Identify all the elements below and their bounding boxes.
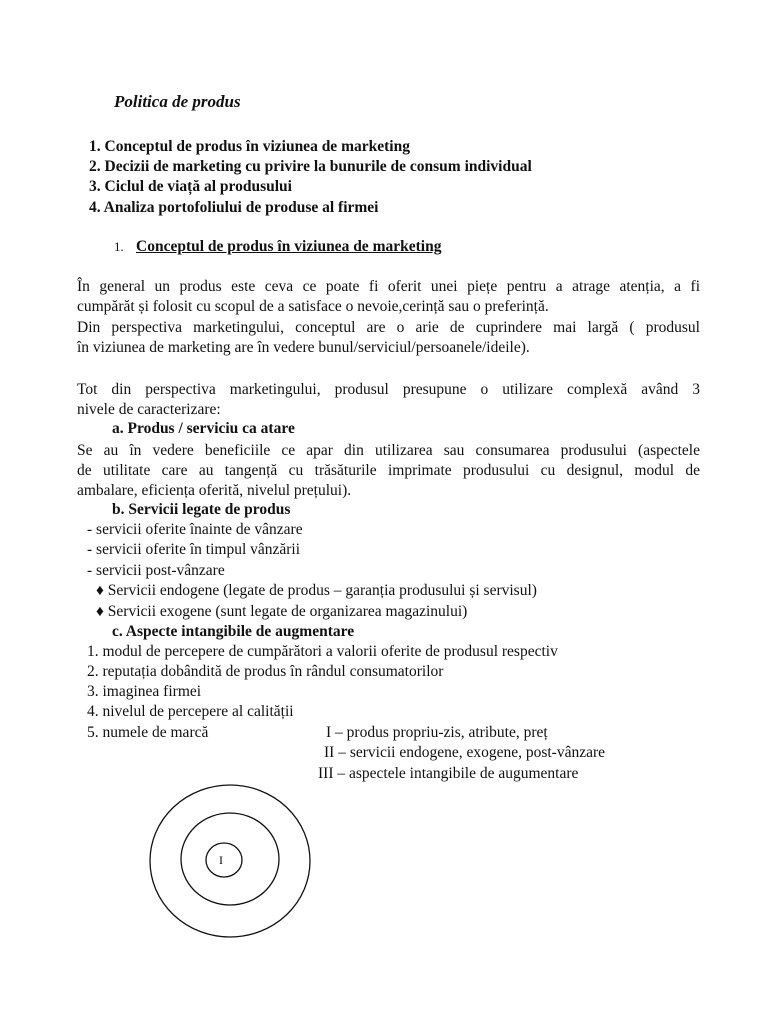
list-item: - servicii post-vânzare bbox=[87, 562, 225, 579]
paragraph-line: Se au în vedere beneficiile ce apar din utilizarea sau consumarea produsului (aspectele bbox=[77, 442, 700, 459]
subheading-c: c. Aspecte intangibile de augmentare bbox=[112, 623, 355, 640]
list-item: 4. nivelul de percepere al calității bbox=[87, 703, 294, 720]
paragraph-line: Tot din perspectiva marketingului, produsul presupune o utilizare complexă având 3 bbox=[77, 381, 700, 398]
paragraph-line: în viziunea de marketing are în vedere bunul/serviciul/persoanele/ideile). bbox=[77, 339, 530, 356]
paragraph-line: nivele de caracterizare: bbox=[77, 401, 221, 418]
legend-item-iii: III – aspectele intangibile de augumentare bbox=[318, 765, 579, 782]
toc-item: 2. Decizii de marketing cu privire la bunurile de consum individual bbox=[89, 158, 532, 175]
list-item: 2. reputația dobândită de produs în rândul consumatorilor bbox=[87, 663, 444, 680]
subheading-a: a. Produs / serviciu ca atare bbox=[112, 420, 295, 437]
list-item: 1. modul de percepere de cumpărători a valorii oferite de produsul respectiv bbox=[87, 643, 558, 660]
paragraph-1 bbox=[77, 277, 700, 317]
inner-circle-label: I bbox=[219, 853, 223, 867]
concentric-circles-diagram bbox=[145, 783, 315, 943]
legend-item-ii: II – servicii endogene, exogene, post-vânzare bbox=[324, 744, 606, 761]
paragraph-2 bbox=[77, 318, 700, 358]
paragraph-a-body bbox=[77, 441, 700, 501]
list-item: 3. imaginea firmei bbox=[87, 683, 202, 700]
subheading-b: b. Servicii legate de produs bbox=[112, 501, 291, 518]
paragraph-line: de utilitate care au tangență cu trăsăturile imprimate produsului cu designul, modul de bbox=[77, 462, 700, 479]
section-number: 1. bbox=[114, 239, 124, 254]
toc-item: 3. Ciclul de viață al produsului bbox=[89, 178, 292, 195]
list-item: 5. numele de marcă bbox=[87, 724, 209, 741]
bullet-item: ♦ Servicii endogene (legate de produs – garanția produsului și servisul) bbox=[96, 582, 537, 599]
section-heading: Conceptul de produs în viziunea de marketing bbox=[136, 238, 442, 255]
list-item: - servicii oferite înainte de vânzare bbox=[87, 521, 303, 538]
paragraph-3 bbox=[77, 380, 700, 420]
middle-circle-ii bbox=[181, 813, 279, 905]
paragraph-line: ambalare, eficiența oferită, nivelul prețului). bbox=[77, 482, 352, 499]
list-item: - servicii oferite în timpul vânzării bbox=[87, 541, 301, 558]
inner-circle-i bbox=[206, 843, 242, 877]
legend-item-i: I – produs propriu-zis, atribute, preț bbox=[326, 724, 548, 741]
page-title: Politica de produs bbox=[114, 92, 241, 111]
toc-item: 4. Analiza portofoliului de produse al firmei bbox=[89, 199, 379, 216]
paragraph-line: cumpărăt și folosit cu scopul de a satisface o nevoie,cerință sau o preferință. bbox=[77, 298, 549, 315]
paragraph-line: Din perspectiva marketingului, conceptul are o arie de cuprindere mai largă ( produsul bbox=[77, 319, 700, 336]
bullet-item: ♦ Servicii exogene (sunt legate de organizarea magazinului) bbox=[96, 603, 468, 620]
toc-item: 1. Conceptul de produs în viziunea de marketing bbox=[89, 138, 410, 155]
paragraph-line: În general un produs este ceva ce poate fi oferit unei piețe pentru a atrage atenția, a fi bbox=[77, 278, 700, 295]
outer-circle-iii bbox=[150, 785, 310, 937]
